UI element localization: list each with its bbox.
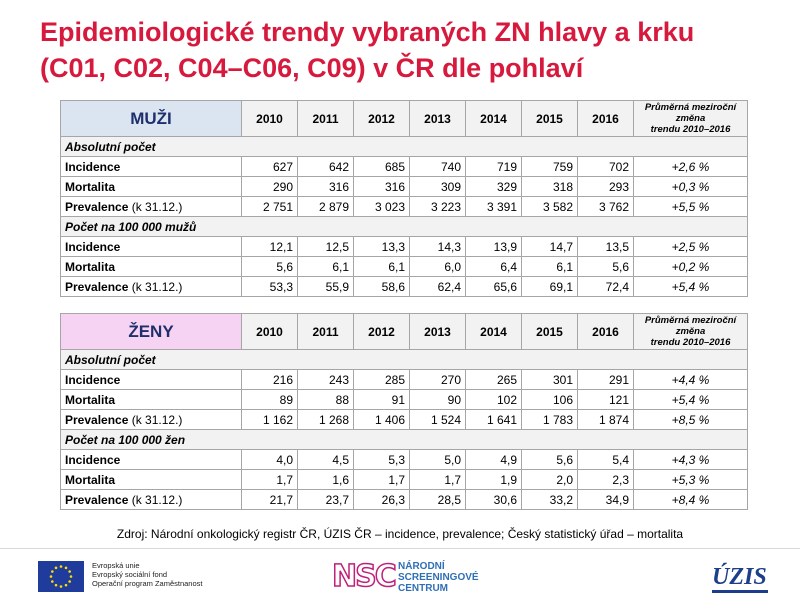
- value-cell: 21,7: [242, 490, 298, 510]
- value-cell: 1 406: [354, 410, 410, 430]
- nsc-line: NÁRODNÍ: [398, 561, 445, 572]
- value-cell: 1,6: [298, 470, 354, 490]
- eu-star-icon: [55, 584, 58, 587]
- value-cell: 318: [522, 177, 578, 197]
- row-label: [61, 257, 242, 277]
- sex-label: ŽENY: [61, 314, 242, 350]
- footer: [0, 548, 800, 601]
- value-cell: 13,3: [354, 237, 410, 257]
- section-header-row: [61, 350, 748, 370]
- eu-star-icon: [60, 585, 63, 588]
- value-cell: 719: [466, 157, 522, 177]
- nsc-mark: NSC: [332, 559, 395, 594]
- eu-star-icon: [68, 570, 71, 573]
- title-line-2: (C01, C02, C04–C06, C09) v ČR dle pohlaví: [40, 53, 584, 83]
- eu-star-icon: [65, 584, 68, 587]
- value-cell: 91: [354, 390, 410, 410]
- value-cell: 58,6: [354, 277, 410, 297]
- row-label-main: Incidence: [65, 372, 121, 387]
- eu-star-icon: [51, 570, 54, 573]
- value-cell: 1,7: [410, 470, 466, 490]
- men-table: [60, 100, 748, 297]
- row-label: [61, 490, 242, 510]
- eu-stars-icon: [38, 561, 84, 592]
- table-row: [61, 237, 748, 257]
- section-header-row: [61, 430, 748, 450]
- table-row: [61, 490, 748, 510]
- change-cell: +8,5 %: [634, 410, 748, 430]
- row-label-suffix: (k 31.12.): [128, 279, 183, 294]
- value-cell: 6,1: [354, 257, 410, 277]
- value-cell: 90: [410, 390, 466, 410]
- change-cell: +5,4 %: [634, 390, 748, 410]
- value-cell: 6,0: [410, 257, 466, 277]
- year-header: 2014: [466, 101, 522, 137]
- value-cell: 316: [298, 177, 354, 197]
- value-cell: 34,9: [578, 490, 634, 510]
- table-row: [61, 410, 748, 430]
- eu-star-icon: [55, 567, 58, 570]
- table-row: [61, 450, 748, 470]
- row-label: [61, 470, 242, 490]
- avg-header-line: trendu 2010–2016: [650, 124, 731, 135]
- value-cell: 290: [242, 177, 298, 197]
- value-cell: 4,0: [242, 450, 298, 470]
- change-cell: +2,5 %: [634, 237, 748, 257]
- value-cell: 2 751: [242, 197, 298, 217]
- row-label-main: Prevalence: [65, 199, 129, 214]
- row-label-main: Incidence: [65, 452, 121, 467]
- section-header-row: [61, 217, 748, 237]
- value-cell: 55,9: [298, 277, 354, 297]
- section-title: Absolutní počet: [61, 137, 748, 157]
- row-label: [61, 197, 242, 217]
- value-cell: 33,2: [522, 490, 578, 510]
- change-cell: +5,5 %: [634, 197, 748, 217]
- value-cell: 627: [242, 157, 298, 177]
- value-cell: 291: [578, 370, 634, 390]
- sex-label: MUŽI: [61, 101, 242, 137]
- value-cell: 316: [354, 177, 410, 197]
- value-cell: 6,1: [298, 257, 354, 277]
- value-cell: 72,4: [578, 277, 634, 297]
- section-title: Počet na 100 000 žen: [61, 430, 748, 450]
- avg-header-line: Průměrná meziroční: [644, 315, 737, 326]
- year-header: 2011: [298, 101, 354, 137]
- nsc-text: [398, 561, 479, 594]
- row-label-main: Prevalence: [65, 279, 129, 294]
- row-label-suffix: (k 31.12.): [128, 412, 183, 427]
- year-header: 2013: [410, 101, 466, 137]
- row-label-main: Prevalence: [65, 492, 129, 507]
- uzis-logo-underline: [712, 590, 768, 593]
- row-label: [61, 450, 242, 470]
- avg-change-header: [634, 101, 748, 137]
- value-cell: 685: [354, 157, 410, 177]
- value-cell: 740: [410, 157, 466, 177]
- row-label-main: Mortalita: [65, 472, 116, 487]
- year-header: 2013: [410, 314, 466, 350]
- value-cell: 30,6: [466, 490, 522, 510]
- table-header-row: [61, 101, 748, 137]
- value-cell: 28,5: [410, 490, 466, 510]
- value-cell: 270: [410, 370, 466, 390]
- value-cell: 89: [242, 390, 298, 410]
- value-cell: 5,6: [522, 450, 578, 470]
- value-cell: 62,4: [410, 277, 466, 297]
- value-cell: 5,6: [242, 257, 298, 277]
- year-header: 2012: [354, 314, 410, 350]
- change-cell: +4,4 %: [634, 370, 748, 390]
- value-cell: 702: [578, 157, 634, 177]
- value-cell: 329: [466, 177, 522, 197]
- value-cell: 4,9: [466, 450, 522, 470]
- table-row: [61, 277, 748, 297]
- row-label: [61, 370, 242, 390]
- value-cell: 53,3: [242, 277, 298, 297]
- year-header: 2014: [466, 314, 522, 350]
- value-cell: 26,3: [354, 490, 410, 510]
- avg-header-line: Průměrná meziroční: [644, 102, 737, 113]
- value-cell: 13,9: [466, 237, 522, 257]
- year-header: 2012: [354, 101, 410, 137]
- value-cell: 12,1: [242, 237, 298, 257]
- table-row: [61, 370, 748, 390]
- change-cell: +4,3 %: [634, 450, 748, 470]
- value-cell: 3 582: [522, 197, 578, 217]
- change-cell: +5,4 %: [634, 277, 748, 297]
- year-header: 2015: [522, 101, 578, 137]
- eu-star-icon: [50, 575, 53, 578]
- value-cell: 243: [298, 370, 354, 390]
- source-note: Zdroj: Národní onkologický registr ČR, ÚZIS ČR – incidence, prevalence; Český statistický úřad – mortalita: [116, 527, 684, 541]
- value-cell: 265: [466, 370, 522, 390]
- uzis-logo: ÚZIS: [712, 564, 767, 590]
- value-cell: 1,9: [466, 470, 522, 490]
- year-header: 2016: [578, 101, 634, 137]
- value-cell: 2 879: [298, 197, 354, 217]
- value-cell: 5,0: [410, 450, 466, 470]
- title-line-1: Epidemiologické trendy vybraných ZN hlavy a krku: [40, 17, 695, 47]
- year-header: 2010: [242, 314, 298, 350]
- row-label: [61, 390, 242, 410]
- avg-header-line: trendu 2010–2016: [650, 337, 731, 348]
- table-row: [61, 257, 748, 277]
- row-label-main: Incidence: [65, 159, 121, 174]
- nsc-line: SCREENINGOVÉ: [398, 572, 479, 583]
- table-row: [61, 157, 748, 177]
- row-label-main: Mortalita: [65, 392, 116, 407]
- value-cell: 1 783: [522, 410, 578, 430]
- avg-header-line: změna: [675, 326, 706, 337]
- year-header: 2015: [522, 314, 578, 350]
- value-cell: 13,5: [578, 237, 634, 257]
- value-cell: 309: [410, 177, 466, 197]
- eu-star-icon: [68, 580, 71, 583]
- value-cell: 642: [298, 157, 354, 177]
- value-cell: 293: [578, 177, 634, 197]
- eu-star-icon: [60, 565, 63, 568]
- table-row: [61, 197, 748, 217]
- value-cell: 121: [578, 390, 634, 410]
- value-cell: 102: [466, 390, 522, 410]
- eu-star-icon: [51, 580, 54, 583]
- value-cell: 1 874: [578, 410, 634, 430]
- table-header-row: [61, 314, 748, 350]
- change-cell: +0,3 %: [634, 177, 748, 197]
- eu-text: [92, 561, 202, 588]
- eu-line: Evropská unie: [92, 561, 140, 570]
- value-cell: 6,4: [466, 257, 522, 277]
- value-cell: 1 268: [298, 410, 354, 430]
- value-cell: 6,1: [522, 257, 578, 277]
- value-cell: 759: [522, 157, 578, 177]
- change-cell: +2,6 %: [634, 157, 748, 177]
- eu-line: Operační program Zaměstnanost: [92, 579, 203, 588]
- avg-change-header: [634, 314, 748, 350]
- eu-line: Evropský sociální fond: [92, 570, 168, 579]
- value-cell: 5,4: [578, 450, 634, 470]
- value-cell: 3 762: [578, 197, 634, 217]
- value-cell: 3 223: [410, 197, 466, 217]
- value-cell: 5,6: [578, 257, 634, 277]
- value-cell: 12,5: [298, 237, 354, 257]
- year-header: 2016: [578, 314, 634, 350]
- change-cell: +8,4 %: [634, 490, 748, 510]
- change-cell: +5,3 %: [634, 470, 748, 490]
- row-label-main: Mortalita: [65, 179, 116, 194]
- value-cell: 69,1: [522, 277, 578, 297]
- value-cell: 3 023: [354, 197, 410, 217]
- row-label-main: Prevalence: [65, 412, 129, 427]
- value-cell: 106: [522, 390, 578, 410]
- row-label-suffix: (k 31.12.): [128, 199, 183, 214]
- value-cell: 1 524: [410, 410, 466, 430]
- eu-flag-logo: [38, 561, 84, 592]
- row-label: [61, 237, 242, 257]
- eu-star-icon: [70, 575, 73, 578]
- row-label: [61, 277, 242, 297]
- value-cell: 5,3: [354, 450, 410, 470]
- row-label: [61, 410, 242, 430]
- table-row: [61, 177, 748, 197]
- row-label: [61, 157, 242, 177]
- year-header: 2011: [298, 314, 354, 350]
- value-cell: 4,5: [298, 450, 354, 470]
- eu-star-icon: [65, 567, 68, 570]
- value-cell: 2,3: [578, 470, 634, 490]
- women-table: [60, 313, 748, 510]
- value-cell: 65,6: [466, 277, 522, 297]
- nsc-logo: [332, 559, 482, 595]
- nsc-line: CENTRUM: [398, 583, 448, 594]
- row-label-main: Mortalita: [65, 259, 116, 274]
- row-label-main: Incidence: [65, 239, 121, 254]
- year-header: 2010: [242, 101, 298, 137]
- page-title: [40, 14, 780, 86]
- change-cell: +0,2 %: [634, 257, 748, 277]
- value-cell: 1,7: [354, 470, 410, 490]
- row-label-suffix: (k 31.12.): [128, 492, 183, 507]
- section-title: Absolutní počet: [61, 350, 748, 370]
- value-cell: 1,7: [242, 470, 298, 490]
- avg-header-line: změna: [675, 113, 706, 124]
- value-cell: 14,3: [410, 237, 466, 257]
- value-cell: 1 641: [466, 410, 522, 430]
- table-row: [61, 390, 748, 410]
- value-cell: 301: [522, 370, 578, 390]
- value-cell: 3 391: [466, 197, 522, 217]
- table-row: [61, 470, 748, 490]
- row-label: [61, 177, 242, 197]
- value-cell: 285: [354, 370, 410, 390]
- value-cell: 1 162: [242, 410, 298, 430]
- value-cell: 14,7: [522, 237, 578, 257]
- section-title: Počet na 100 000 mužů: [61, 217, 748, 237]
- value-cell: 23,7: [298, 490, 354, 510]
- value-cell: 2,0: [522, 470, 578, 490]
- section-header-row: [61, 137, 748, 157]
- value-cell: 88: [298, 390, 354, 410]
- value-cell: 216: [242, 370, 298, 390]
